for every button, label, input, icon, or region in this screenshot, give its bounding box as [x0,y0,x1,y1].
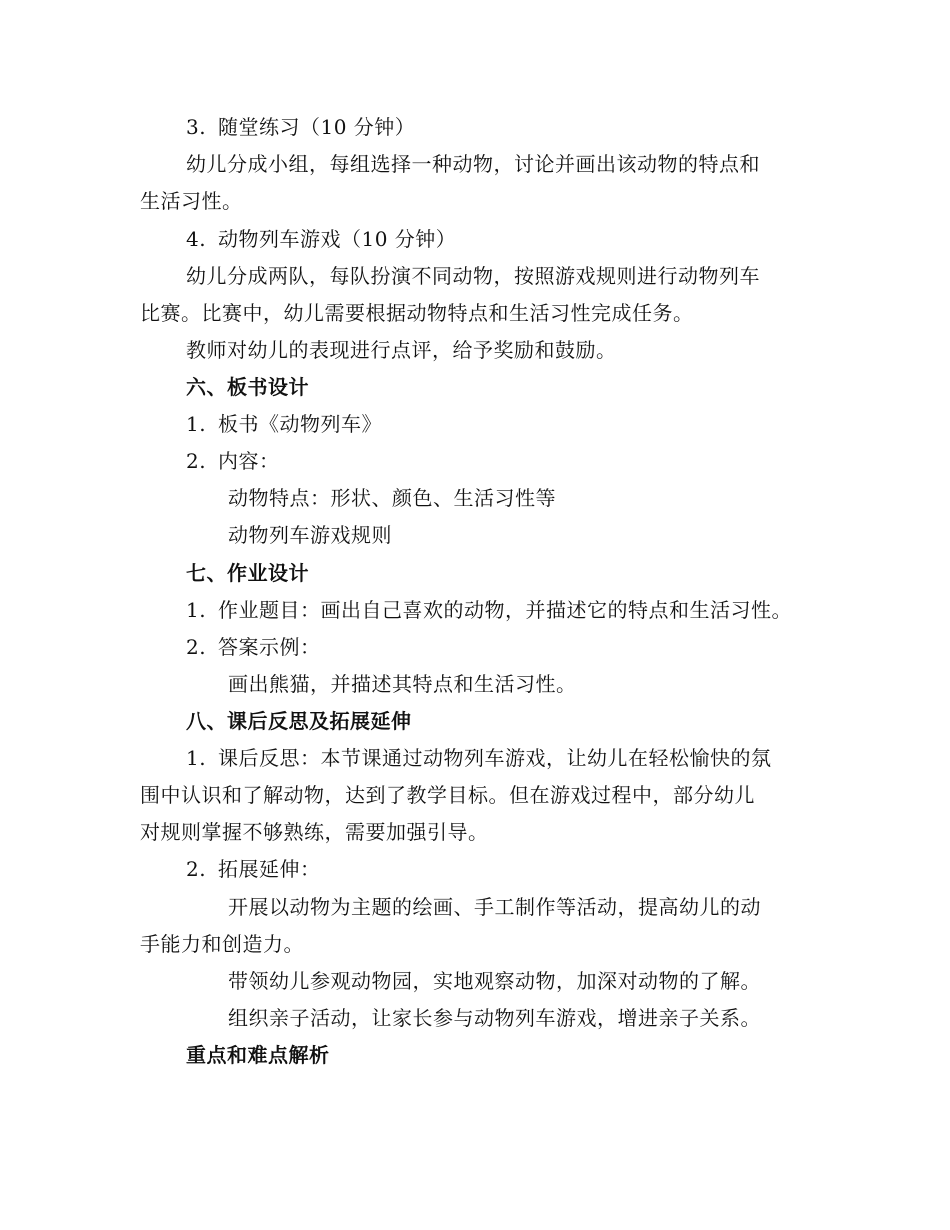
section-heading-homework: 七、作业设计 [186,561,309,585]
list-number: 3. [186,115,207,139]
paragraph-line: 动物特点：形状、颜色、生活习性等 [228,486,556,510]
paragraph-line: 比赛。比赛中，幼儿需要根据动物特点和生活习性完成任务。 [140,301,694,325]
list-item-game [186,225,456,253]
list-item-text: 作业题目：画出自己喜欢的动物，并描述它的特点和生活习性。 [218,598,792,622]
list-item-reflection [186,744,772,772]
list-item-text: 随堂练习（10 分钟） [218,115,416,139]
paragraph-line: 围中认识和了解动物，达到了教学目标。但在游戏过程中，部分幼儿 [140,783,755,807]
list-item-text: 动物列车游戏（10 分钟） [218,227,457,251]
paragraph-line: 动物列车游戏规则 [228,523,392,547]
list-item-homework-topic [186,596,792,624]
list-number: 1. [186,598,207,622]
paragraph-line: 手能力和创造力。 [140,932,304,956]
list-item-board-title [186,410,382,438]
paragraph-line: 幼儿分成两队，每队扮演不同动物，按照游戏规则进行动物列车 [186,264,760,288]
paragraph-line: 对规则掌握不够熟练，需要加强引导。 [140,820,489,844]
list-item-text: 板书《动物列车》 [218,412,382,436]
list-item-text: 答案示例： [218,635,321,659]
paragraph-line: 画出熊猫，并描述其特点和生活习性。 [228,672,577,696]
paragraph-line: 生活习性。 [140,189,243,213]
list-number: 2. [186,635,207,659]
list-item-board-content [186,447,280,475]
list-item-text: 拓展延伸： [218,857,321,881]
list-item-answer-example [186,633,321,661]
list-item-extension [186,855,321,883]
list-number: 2. [186,449,207,473]
paragraph-line: 组织亲子活动，让家长参与动物列车游戏，增进亲子关系。 [228,1006,761,1030]
paragraph-line: 幼儿分成小组，每组选择一种动物，讨论并画出该动物的特点和 [186,152,760,176]
list-item-text: 课后反思：本节课通过动物列车游戏，让幼儿在轻松愉快的氛 [218,746,772,770]
section-heading-key-points: 重点和难点解析 [186,1043,330,1067]
list-number: 1. [186,746,207,770]
section-heading-reflection: 八、课后反思及拓展延伸 [186,709,412,733]
paragraph-line: 带领幼儿参观动物园，实地观察动物，加深对动物的了解。 [228,969,761,993]
list-item-practice [186,113,415,141]
paragraph-line: 教师对幼儿的表现进行点评，给予奖励和鼓励。 [186,338,617,362]
list-item-text: 内容： [218,449,280,473]
list-number: 4. [186,227,207,251]
list-number: 2. [186,857,207,881]
paragraph-line: 开展以动物为主题的绘画、手工制作等活动，提高幼儿的动 [228,895,761,919]
section-heading-board-design: 六、板书设计 [186,375,309,399]
list-number: 1. [186,412,207,436]
